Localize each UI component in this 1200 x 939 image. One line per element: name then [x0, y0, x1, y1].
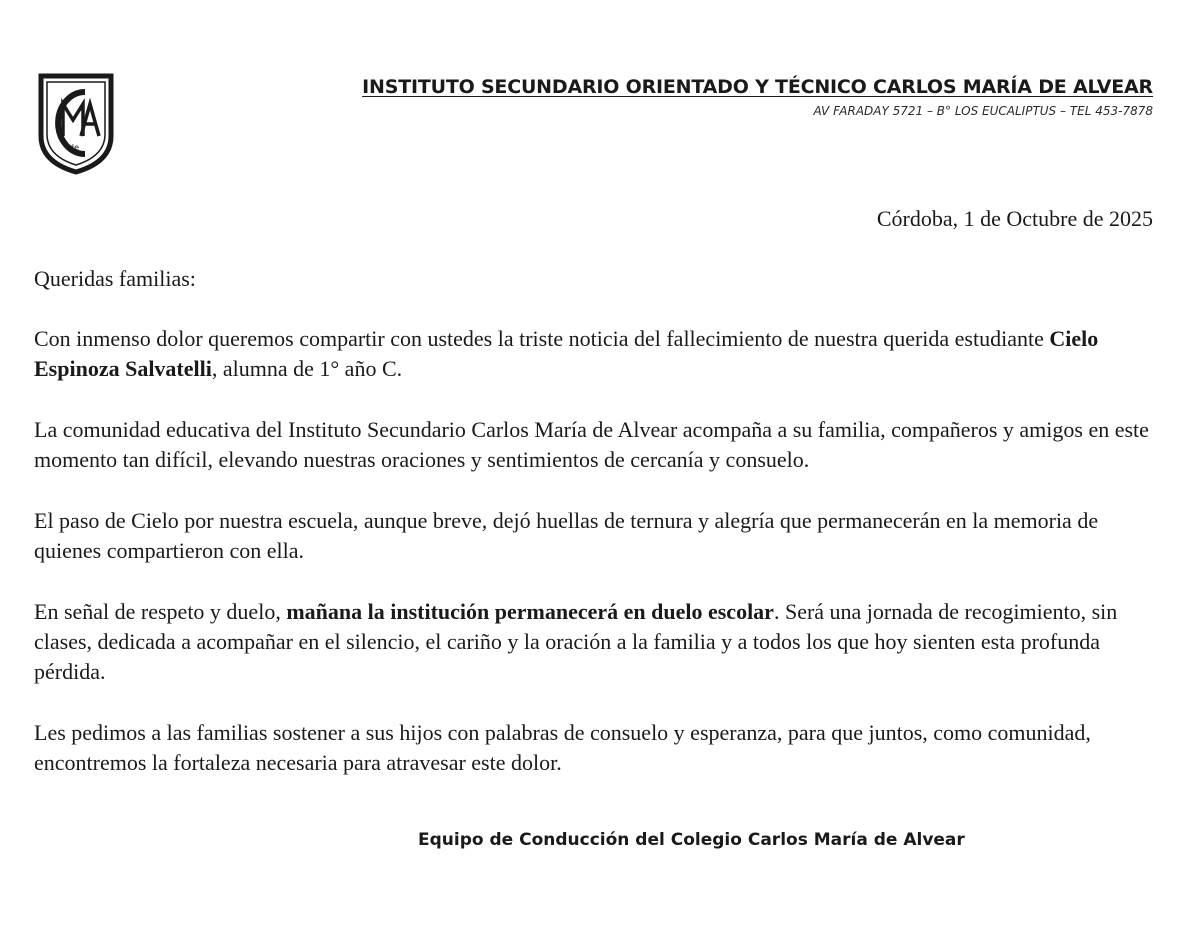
student-name: Cielo Espinoza Salvatelli — [34, 326, 1099, 381]
greeting: Queridas familias: — [34, 266, 196, 291]
paragraph-1-start: Con inmenso dolor queremos compartir con ustedes la triste noticia del fallecimiento de nuestra querida estudiante — [34, 326, 1050, 351]
paragraph-5: Les pedimos a las familias sostener a sus hijos con palabras de consuelo y esperanza, para que juntos, como comunidad, encontremos la fortaleza necesaria para atravesar este dolor. — [34, 720, 1091, 775]
paragraph-1 — [34, 324, 1159, 384]
paragraph-4 — [34, 597, 1159, 687]
paragraph-1-end: , alumna de 1° año C. — [211, 356, 403, 381]
paragraph-4-end: . Será una jornada de recogimiento, sin clases, dedicada a acompañar en el silencio, el cariño y la oración a la familia y a todos los que hoy sienten esta profunda pérdida. — [34, 599, 1118, 684]
mourning-notice: mañana la institución permanecerá en duelo escolar — [286, 599, 774, 624]
school-crest-cma-icon — [35, 70, 117, 176]
letter-body — [34, 264, 1159, 809]
svg-text:de: de — [69, 143, 79, 152]
signature: Equipo de Conducción del Colegio Carlos María de Alvear — [418, 830, 965, 850]
paragraph-2: La comunidad educativa del Instituto Secundario Carlos María de Alvear acompaña a su familia, compañeros y amigos en este momento tan difícil, elevando nuestras oraciones y sentimientos de cercanía y consuelo. — [34, 417, 1149, 472]
letterhead — [362, 76, 1153, 118]
institution-address: AV FARADAY 5721 – B° LOS EUCALIPTUS – TEL 453-7878 — [813, 104, 1153, 118]
paragraph-3: El paso de Cielo por nuestra escuela, aunque breve, dejó huellas de ternura y alegría que permanecerán en la memoria de quienes compartieron con ella. — [34, 508, 1099, 563]
letter-date: Córdoba, 1 de Octubre de 2025 — [876, 206, 1153, 231]
paragraph-4-start: En señal de respeto y duelo, — [34, 599, 287, 624]
institution-name: INSTITUTO SECUNDARIO ORIENTADO Y TÉCNICO CARLOS MARÍA DE ALVEAR — [362, 76, 1153, 98]
